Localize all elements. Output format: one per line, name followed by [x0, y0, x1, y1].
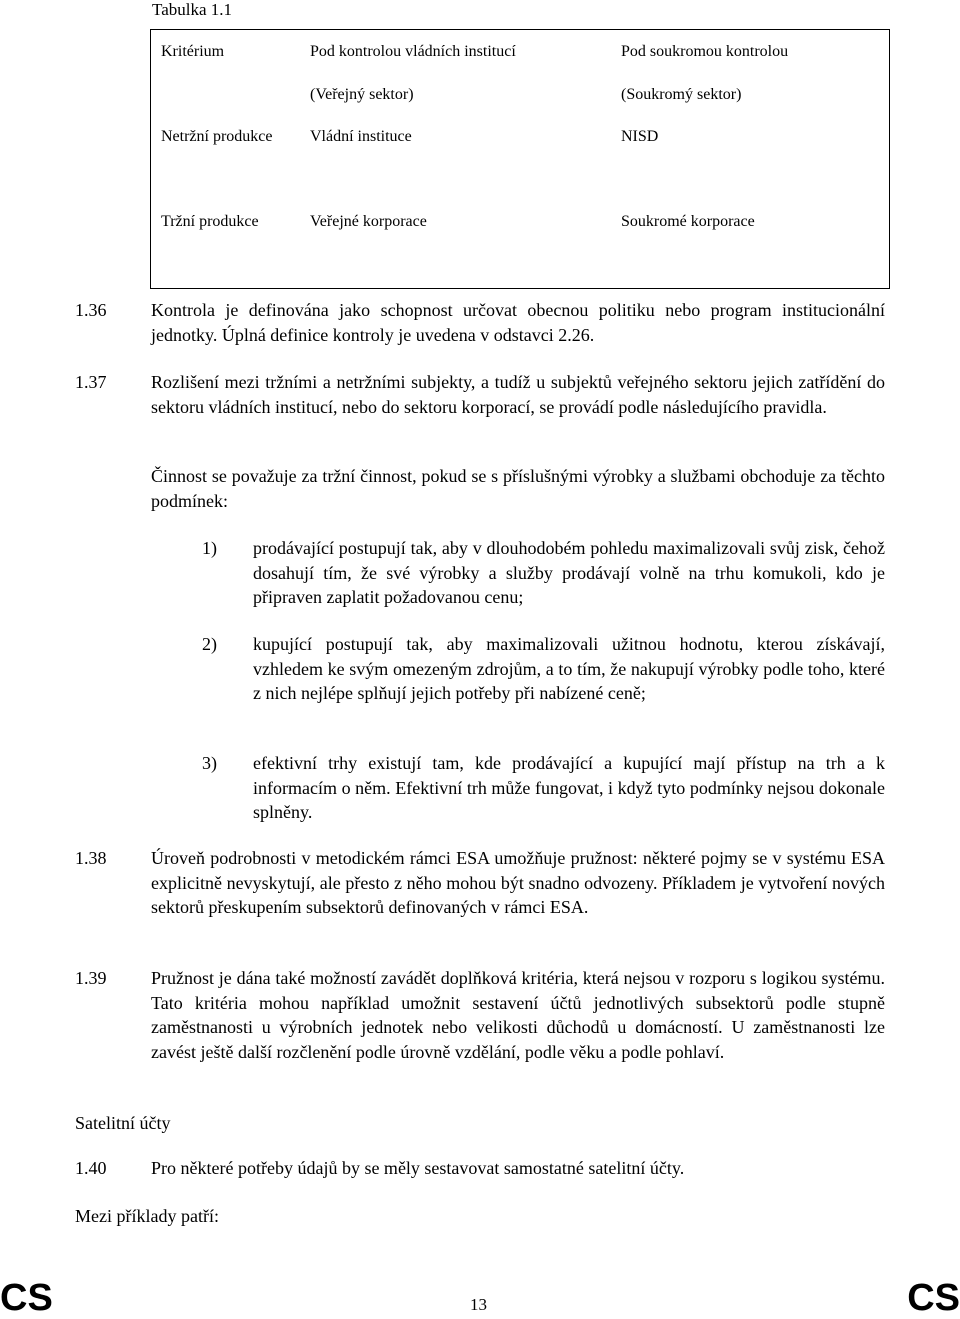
satellite-accounts-heading: Satelitní účty: [75, 1113, 171, 1133]
header-private-line2: (Soukromý sektor): [621, 86, 742, 103]
item-text: efektivní trhy existují tam, kde prodávající a kupující mají přístup na trh a k informacím o něm. Efektivní trh může fungovat, i když tyto podmínky nejsou dokonale splněny.: [253, 753, 885, 822]
header-public-line1: Pod kontrolou vládních institucí: [310, 43, 516, 60]
market-activity-paragraph: [75, 464, 885, 513]
paragraph-text: Činnost se považuje za tržní činnost, pokud se s příslušnými výrobky a službami obchoduje za těchto podmínek:: [151, 466, 885, 511]
paragraph-number: 1.38: [75, 848, 107, 868]
row-nonmarket-criterion: Netržní produkce: [161, 128, 273, 145]
language-code-right: CS: [907, 1277, 960, 1319]
paragraph-text: Rozlišení mezi tržními a netržními subjekty, a tudíž u subjektů veřejného sektoru jejich zatřídění do sektoru vládních institucí, nebo do sektoru korporací, se provádí podle následujícího pravidla.: [151, 372, 885, 417]
paragraph-1-36: [75, 298, 885, 347]
header-private-line1: Pod soukromou kontrolou: [621, 43, 789, 60]
paragraph-1-39: [75, 966, 885, 1064]
classification-table: [150, 29, 890, 289]
row-market-private: Soukromé korporace: [621, 213, 755, 230]
condition-item-3: [202, 751, 885, 825]
table-caption: Tabulka 1.1: [152, 0, 233, 19]
paragraph-1-40: [75, 1156, 885, 1181]
condition-item-1: [202, 536, 885, 610]
paragraph-number: 1.36: [75, 300, 107, 320]
item-text: prodávající postupují tak, aby v dlouhodobém pohledu maximalizovali svůj zisk, čehož dosahují tím, že své výrobky a služby prodávají volně na trhu komukoli, kdo je připraven zaplatit požadovanou cenu;: [253, 538, 885, 607]
row-nonmarket-public: Vládní instituce: [310, 128, 412, 145]
item-number: 3): [202, 753, 217, 773]
paragraph-text: Pružnost je dána také možností zavádět doplňková kritéria, která nejsou v rozporu s logikou systému. Tato kritéria mohou například umožnit sestavení účtů jednotlivých subsektorů podle stupně zaměstnanosti u výrobních jednotek nebo velikosti důchodů u domácností. U zaměstnanosti lze zavést ještě další rozčlenění podle úrovně vzdělání, podle věku a podle pohlaví.: [151, 968, 885, 1062]
examples-intro: Mezi příklady patří:: [75, 1206, 219, 1226]
paragraph-1-37: [75, 370, 885, 419]
row-market-public: Veřejné korporace: [310, 213, 427, 230]
paragraph-number: 1.37: [75, 372, 107, 392]
row-market-criterion: Tržní produkce: [161, 213, 259, 230]
language-code-left: CS: [0, 1277, 53, 1319]
item-number: 1): [202, 538, 217, 558]
header-public-line2: (Veřejný sektor): [310, 86, 414, 103]
header-criterion: Kritérium: [161, 43, 225, 60]
page-number: 13: [470, 1295, 487, 1314]
paragraph-number: 1.40: [75, 1158, 107, 1178]
paragraph-text: Kontrola je definována jako schopnost určovat obecnou politiku nebo program institucionální jednotky. Úplná definice kontroly je uvedena v odstavci 2.26.: [151, 300, 885, 345]
paragraph-1-38: [75, 846, 885, 920]
condition-item-2: [202, 632, 885, 706]
paragraph-number: 1.39: [75, 968, 107, 988]
row-nonmarket-private: NISD: [621, 128, 659, 145]
item-text: kupující postupují tak, aby maximalizovali užitnou hodnotu, kterou získávají, vzhledem ke svým omezeným zdrojům, a to tím, že nakupují výrobky podle toho, které z nich nejlépe splňují jejich potřeby při nabízené ceně;: [253, 634, 885, 703]
paragraph-text: Úroveň podrobnosti v metodickém rámci ESA umožňuje pružnost: některé pojmy se v systému ESA explicitně nevyskytují, ale přesto z něho mohou být snadno odvozeny. Příkladem je vytvoření nových sektorů přeskupením subsektorů definovaných v rámci ESA.: [151, 848, 885, 917]
item-number: 2): [202, 634, 217, 654]
paragraph-text: Pro některé potřeby údajů by se měly sestavovat samostatné satelitní účty.: [151, 1158, 685, 1178]
